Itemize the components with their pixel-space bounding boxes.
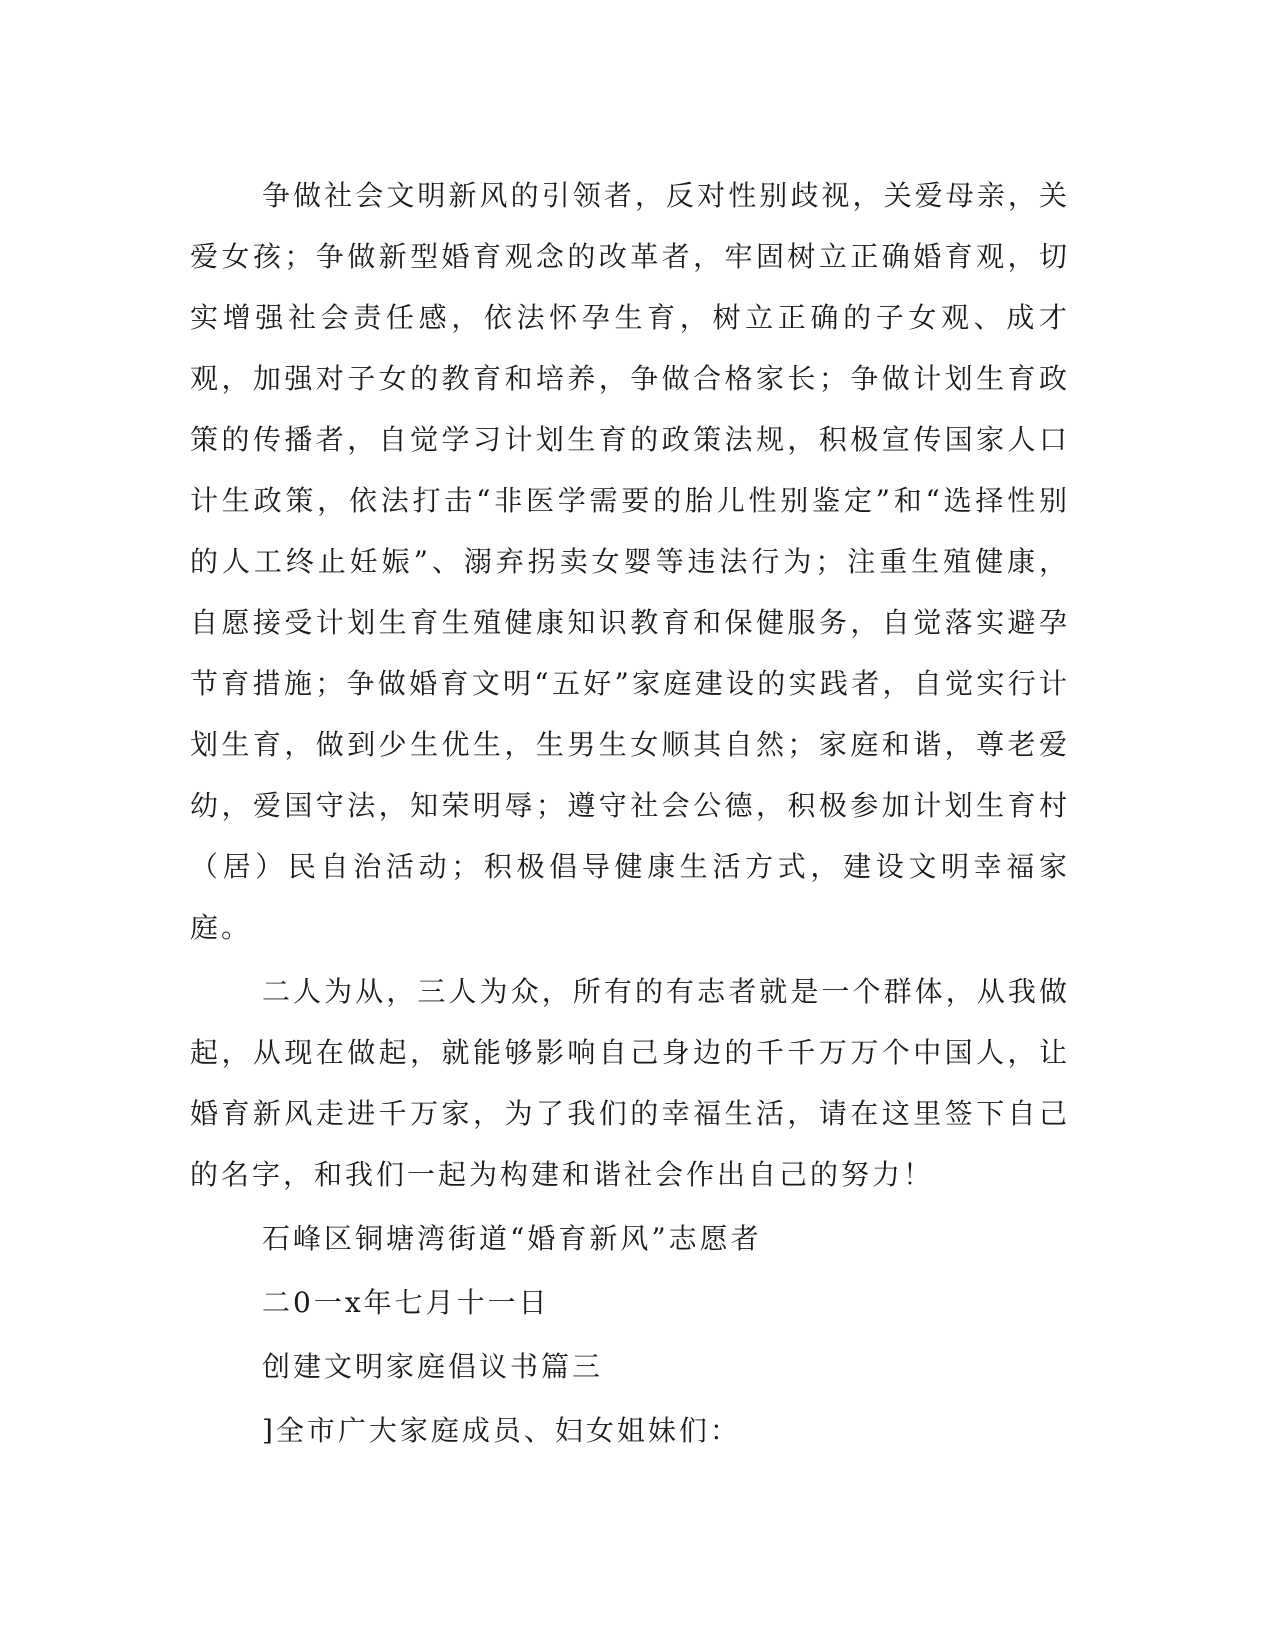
salutation-line: ]全市广大家庭成员、妇女姐妹们： — [262, 1414, 741, 1447]
signature-line: 石峰区铜塘湾街道“婚育新风”志愿者 — [262, 1222, 762, 1255]
date-line: 二0一x年七月十一日 — [262, 1286, 550, 1319]
body-paragraph-2: 二人为从，三人为众，所有的有志者就是一个群体，从我做起，从现在做起，就能够影响自己身边的千千万万个中国人，让婚育新风走进千万家，为了我们的幸福生活，请在这里签下自己的名字，和我们一起为构建和谐社会作出自己的努力！ — [190, 975, 1070, 1191]
document-body — [190, 165, 1070, 1461]
body-paragraph-1: 争做社会文明新风的引领者，反对性别歧视，关爱母亲，关爱女孩；争做新型婚育观念的改革者，牢固树立正确婚育观，切实增强社会责任感，依法怀孕生育，树立正确的子女观、成才观，加强对子女的教育和培养，争做合格家长；争做计划生育政策的传播者，自觉学习计划生育的政策法规，积极宣传国家人口计生政策，依法打击“非医学需要的胎儿性别鉴定”和“选择性别的人工终止妊娠”、溺弃拐卖女婴等违法行为；注重生殖健康，自愿接受计划生育生殖健康知识教育和保健服务，自觉落实避孕节育措施；争做婚育文明“五好”家庭建设的实践者，自觉实行计划生育，做到少生优生，生男生女顺其自然；家庭和谐，尊老爱幼，爱国守法，知荣明辱；遵守社会公德，积极参加计划生育村（居）民自治活动；积极倡导健康生活方式，建设文明幸福家庭。 — [190, 179, 1070, 944]
section-title: 创建文明家庭倡议书篇三 — [262, 1350, 604, 1383]
